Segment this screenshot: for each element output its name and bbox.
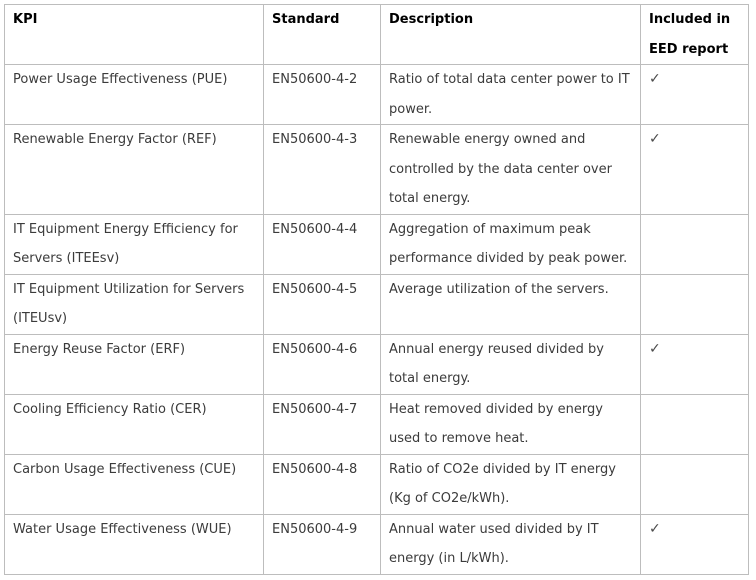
kpi-cell: Renewable Energy Factor (REF) [5,125,264,215]
table-row [5,274,749,334]
checkmark-icon: ✓ [649,340,661,357]
table-row [5,514,749,574]
description-cell: Annual water used divided by IT energy (in L/kWh). [381,514,641,574]
table-row [5,214,749,274]
included-in-eed-cell [641,514,749,574]
standard-cell: EN50600-4-7 [264,394,381,454]
description-cell: Ratio of CO2e divided by IT energy (Kg of CO2e/kWh). [381,454,641,514]
included-in-eed-cell [641,274,749,334]
standard-cell: EN50600-4-5 [264,274,381,334]
table-row [5,125,749,215]
table-row [5,454,749,514]
standard-cell: EN50600-4-4 [264,214,381,274]
header-standard: Standard [264,5,381,65]
table-body [5,65,749,575]
description-cell: Aggregation of maximum peak performance divided by peak power. [381,214,641,274]
description-cell: Ratio of total data center power to IT power. [381,65,641,125]
table-header-row [5,5,749,65]
checkmark-icon: ✓ [649,131,661,147]
standard-cell: EN50600-4-9 [264,514,381,574]
standard-cell: EN50600-4-3 [264,125,381,215]
included-in-eed-cell [641,125,749,215]
header-description: Description [381,5,641,65]
header-included-in-eed-report: Included in EED report [641,5,749,65]
included-in-eed-cell [641,65,749,125]
standard-cell: EN50600-4-8 [264,454,381,514]
kpi-cell: Cooling Efficiency Ratio (CER) [5,394,264,454]
table-row [5,65,749,125]
included-in-eed-cell [641,214,749,274]
table-row [5,334,749,394]
description-cell: Heat removed divided by energy used to remove heat. [381,394,641,454]
kpi-cell: Power Usage Effectiveness (PUE) [5,65,264,125]
included-in-eed-cell [641,334,749,394]
standard-cell: EN50600-4-6 [264,334,381,394]
included-in-eed-cell [641,394,749,454]
kpi-cell: Energy Reuse Factor (ERF) [5,334,264,394]
checkmark-icon: ✓ [649,71,661,87]
description-cell: Renewable energy owned and controlled by the data center over total energy. [381,125,641,215]
description-cell: Average utilization of the servers. [381,274,641,334]
description-cell: Annual energy reused divided by total energy. [381,334,641,394]
checkmark-icon: ✓ [649,520,661,537]
kpi-cell: Carbon Usage Effectiveness (CUE) [5,454,264,514]
header-kpi: KPI [5,5,264,65]
included-in-eed-cell [641,454,749,514]
kpi-cell: Water Usage Effectiveness (WUE) [5,514,264,574]
kpi-table [4,4,749,575]
kpi-cell: IT Equipment Energy Efficiency for Servers (ITEEsv) [5,214,264,274]
standard-cell: EN50600-4-2 [264,65,381,125]
table-row [5,394,749,454]
kpi-cell: IT Equipment Utilization for Servers (ITEUsv) [5,274,264,334]
